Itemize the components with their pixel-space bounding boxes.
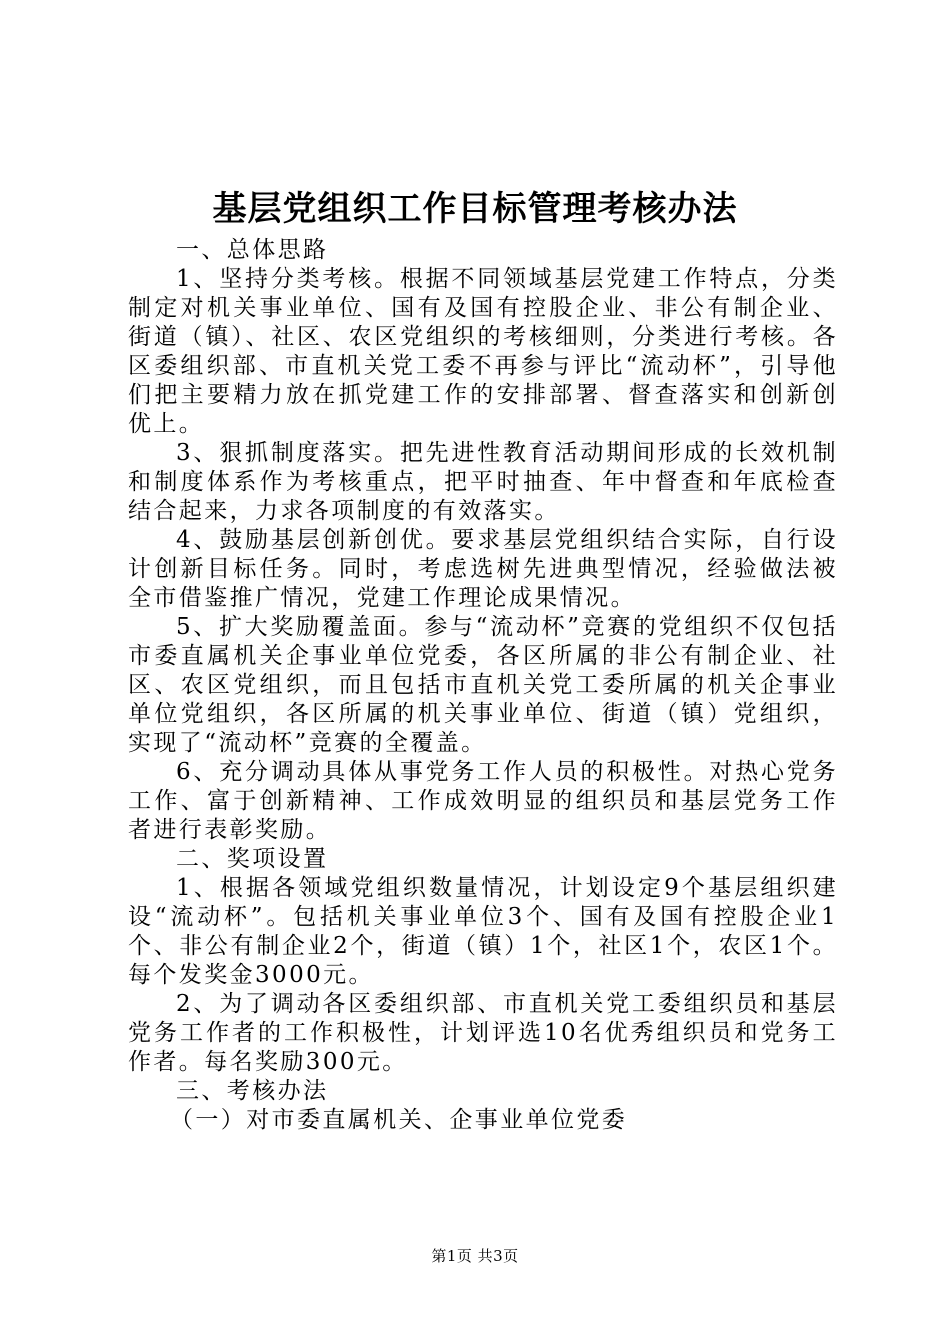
paragraph-award-cups: 1、根据各领域党组织数量情况，计划设定9个基层组织建设“流动杯”。包括机关事业单位3个、国有及国有控股企业1个、非公有制企业2个，街道（镇）1个，社区1个，农区1个。每个发奖金3000元。 — [128, 875, 838, 988]
section-heading-overall-approach: 一、总体思路 — [176, 237, 329, 263]
paragraph-system-implementation: 3、狠抓制度落实。把先进性教育活动期间形成的长效机制和制度体系作为考核重点，把平时抽查、年中督查和年底检查结合起来，力求各项制度的有效落实。 — [128, 440, 838, 524]
page-footer: 第1页 共3页 — [431, 1247, 519, 1265]
document-body — [128, 236, 838, 1135]
paragraph-staff-motivation: 6、充分调动具体从事党务工作人员的积极性。对热心党务工作、富于创新精神、工作成效明显的组织员和基层党务工作者进行表彰奖励。 — [128, 759, 838, 843]
paragraph-award-individuals: 2、为了调动各区委组织部、市直机关党工委组织员和基层党务工作者的工作积极性，计划评选10名优秀组织员和党务工作者。每名奖励300元。 — [128, 991, 838, 1075]
section-heading-assessment-method: 三、考核办法 — [176, 1078, 329, 1104]
paragraph-classified-assessment: 1、坚持分类考核。根据不同领域基层党建工作特点，分类制定对机关事业单位、国有及国有控股企业、非公有制企业、街道（镇）、社区、农区党组织的考核细则，分类进行考核。各区委组织部、市直机关党工委不再参与评比“流动杯”，引导他们把主要精力放在抓党建工作的安排部署、督查落实和创新创优上。 — [128, 266, 838, 437]
document-title: 基层党组织工作目标管理考核办法 — [212, 189, 738, 229]
paragraph-reward-coverage: 5、扩大奖励覆盖面。参与“流动杯”竞赛的党组织不仅包括市委直属机关企事业单位党委，各区所属的非公有制企业、社区、农区党组织，而且包括市直机关党工委所属的机关企事业单位党组织，各区所属的机关事业单位、街道（镇）党组织，实现了“流动杯”竞赛的全覆盖。 — [128, 614, 838, 756]
paragraph-innovation: 4、鼓励基层创新创优。要求基层党组织结合实际，自行设计创新目标任务。同时，考虑选树先进典型情况，经验做法被全市借鉴推广情况，党建工作理论成果情况。 — [128, 527, 838, 611]
subsection-heading-municipal-units: （一）对市委直属机关、企事业单位党委 — [170, 1107, 628, 1133]
section-heading-awards: 二、奖项设置 — [176, 846, 329, 872]
